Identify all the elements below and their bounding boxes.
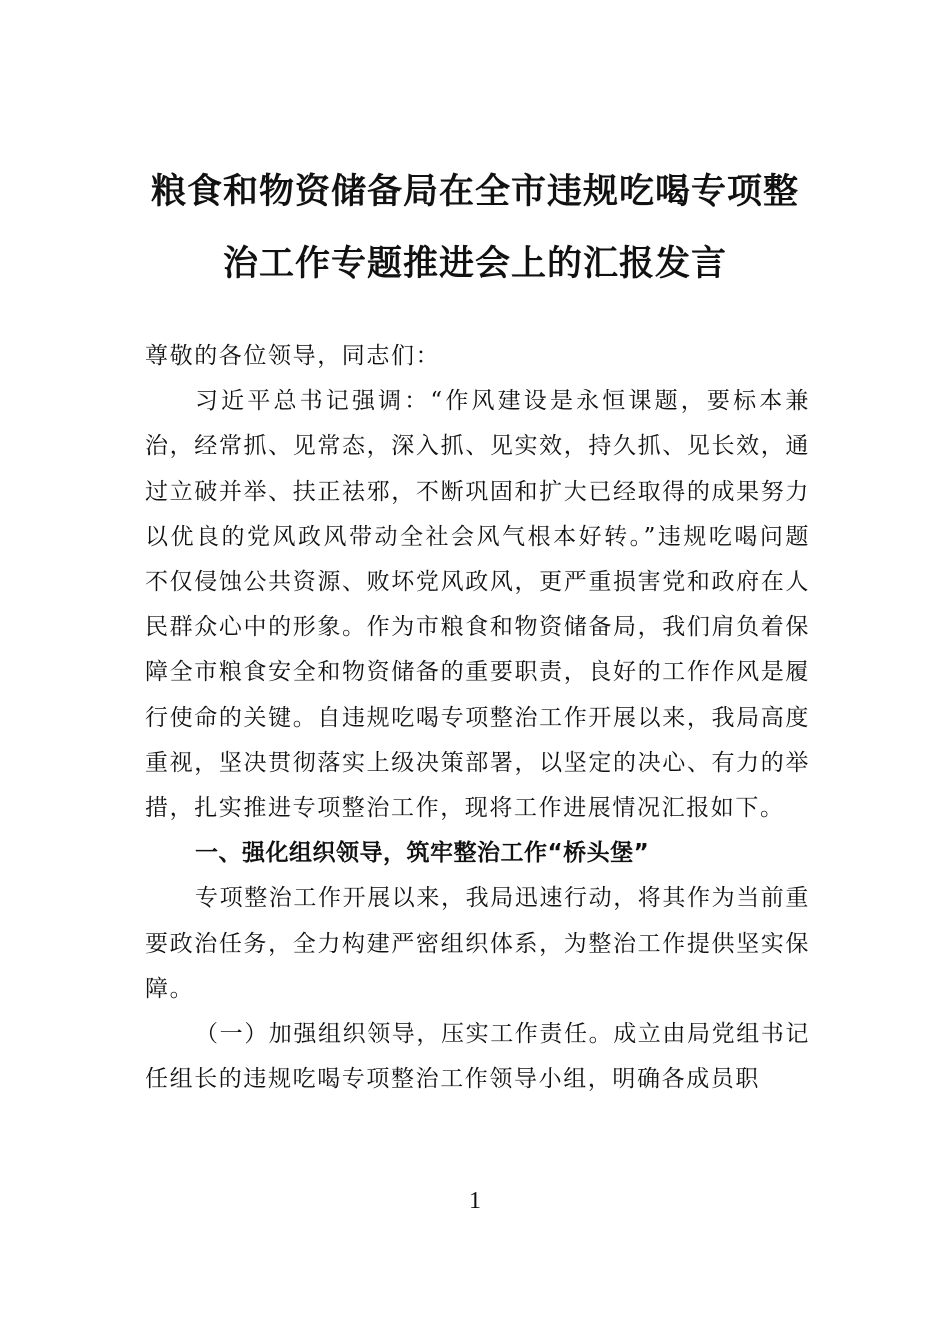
document-body <box>145 334 810 1102</box>
salutation: 尊敬的各位领导，同志们： <box>145 343 441 369</box>
subsection-heading-1: （一）加强组织领导，压实工作责任。 <box>195 1021 614 1048</box>
subsection-1-text: 成立由局党组书记任组长的违规吃喝专项整治工作领导小组，明确各成员职 <box>145 1021 811 1093</box>
paragraph-intro: 习近平总书记强调：“作风建设是永恒课题，要标本兼治，经常抓、见常态，深入抓、见实效，持久抓、见长效，通过立破并举、扶正祛邪，不断巩固和扩大已经取得的成果努力以优良的党风政风带动全社会风气根本好转。”违规吃喝问题不仅侵蚀公共资源、败坏党风政风，更严重损害党和政府在人民群众心中的形象。作为市粮食和物资储备局，我们肩负着保障全市粮食安全和物资储备的重要职责，良好的工作作风是履行使命的关键。自违规吃喝专项整治工作开展以来，我局高度重视，坚决贯彻落实上级决策部署，以坚定的决心、有力的举措，扎实推进专项整治工作，现将工作进展情况汇报如下。 <box>145 388 810 822</box>
paragraph-subsection-1 <box>145 1012 810 1102</box>
paragraph-section-1: 专项整治工作开展以来，我局迅速行动，将其作为当前重要政治任务，全力构建严密组织体系，为整治工作提供坚实保障。 <box>145 885 810 1002</box>
page-number: 1 <box>469 1188 481 1214</box>
document-title-line-1: 粮食和物资储备局在全市违规吃喝专项整 <box>150 172 799 212</box>
section-heading-1: 一、强化组织领导，筑牢整治工作“桥头堡” <box>195 840 650 867</box>
document-title-line-2: 治工作专题推进会上的汇报发言 <box>222 244 727 284</box>
